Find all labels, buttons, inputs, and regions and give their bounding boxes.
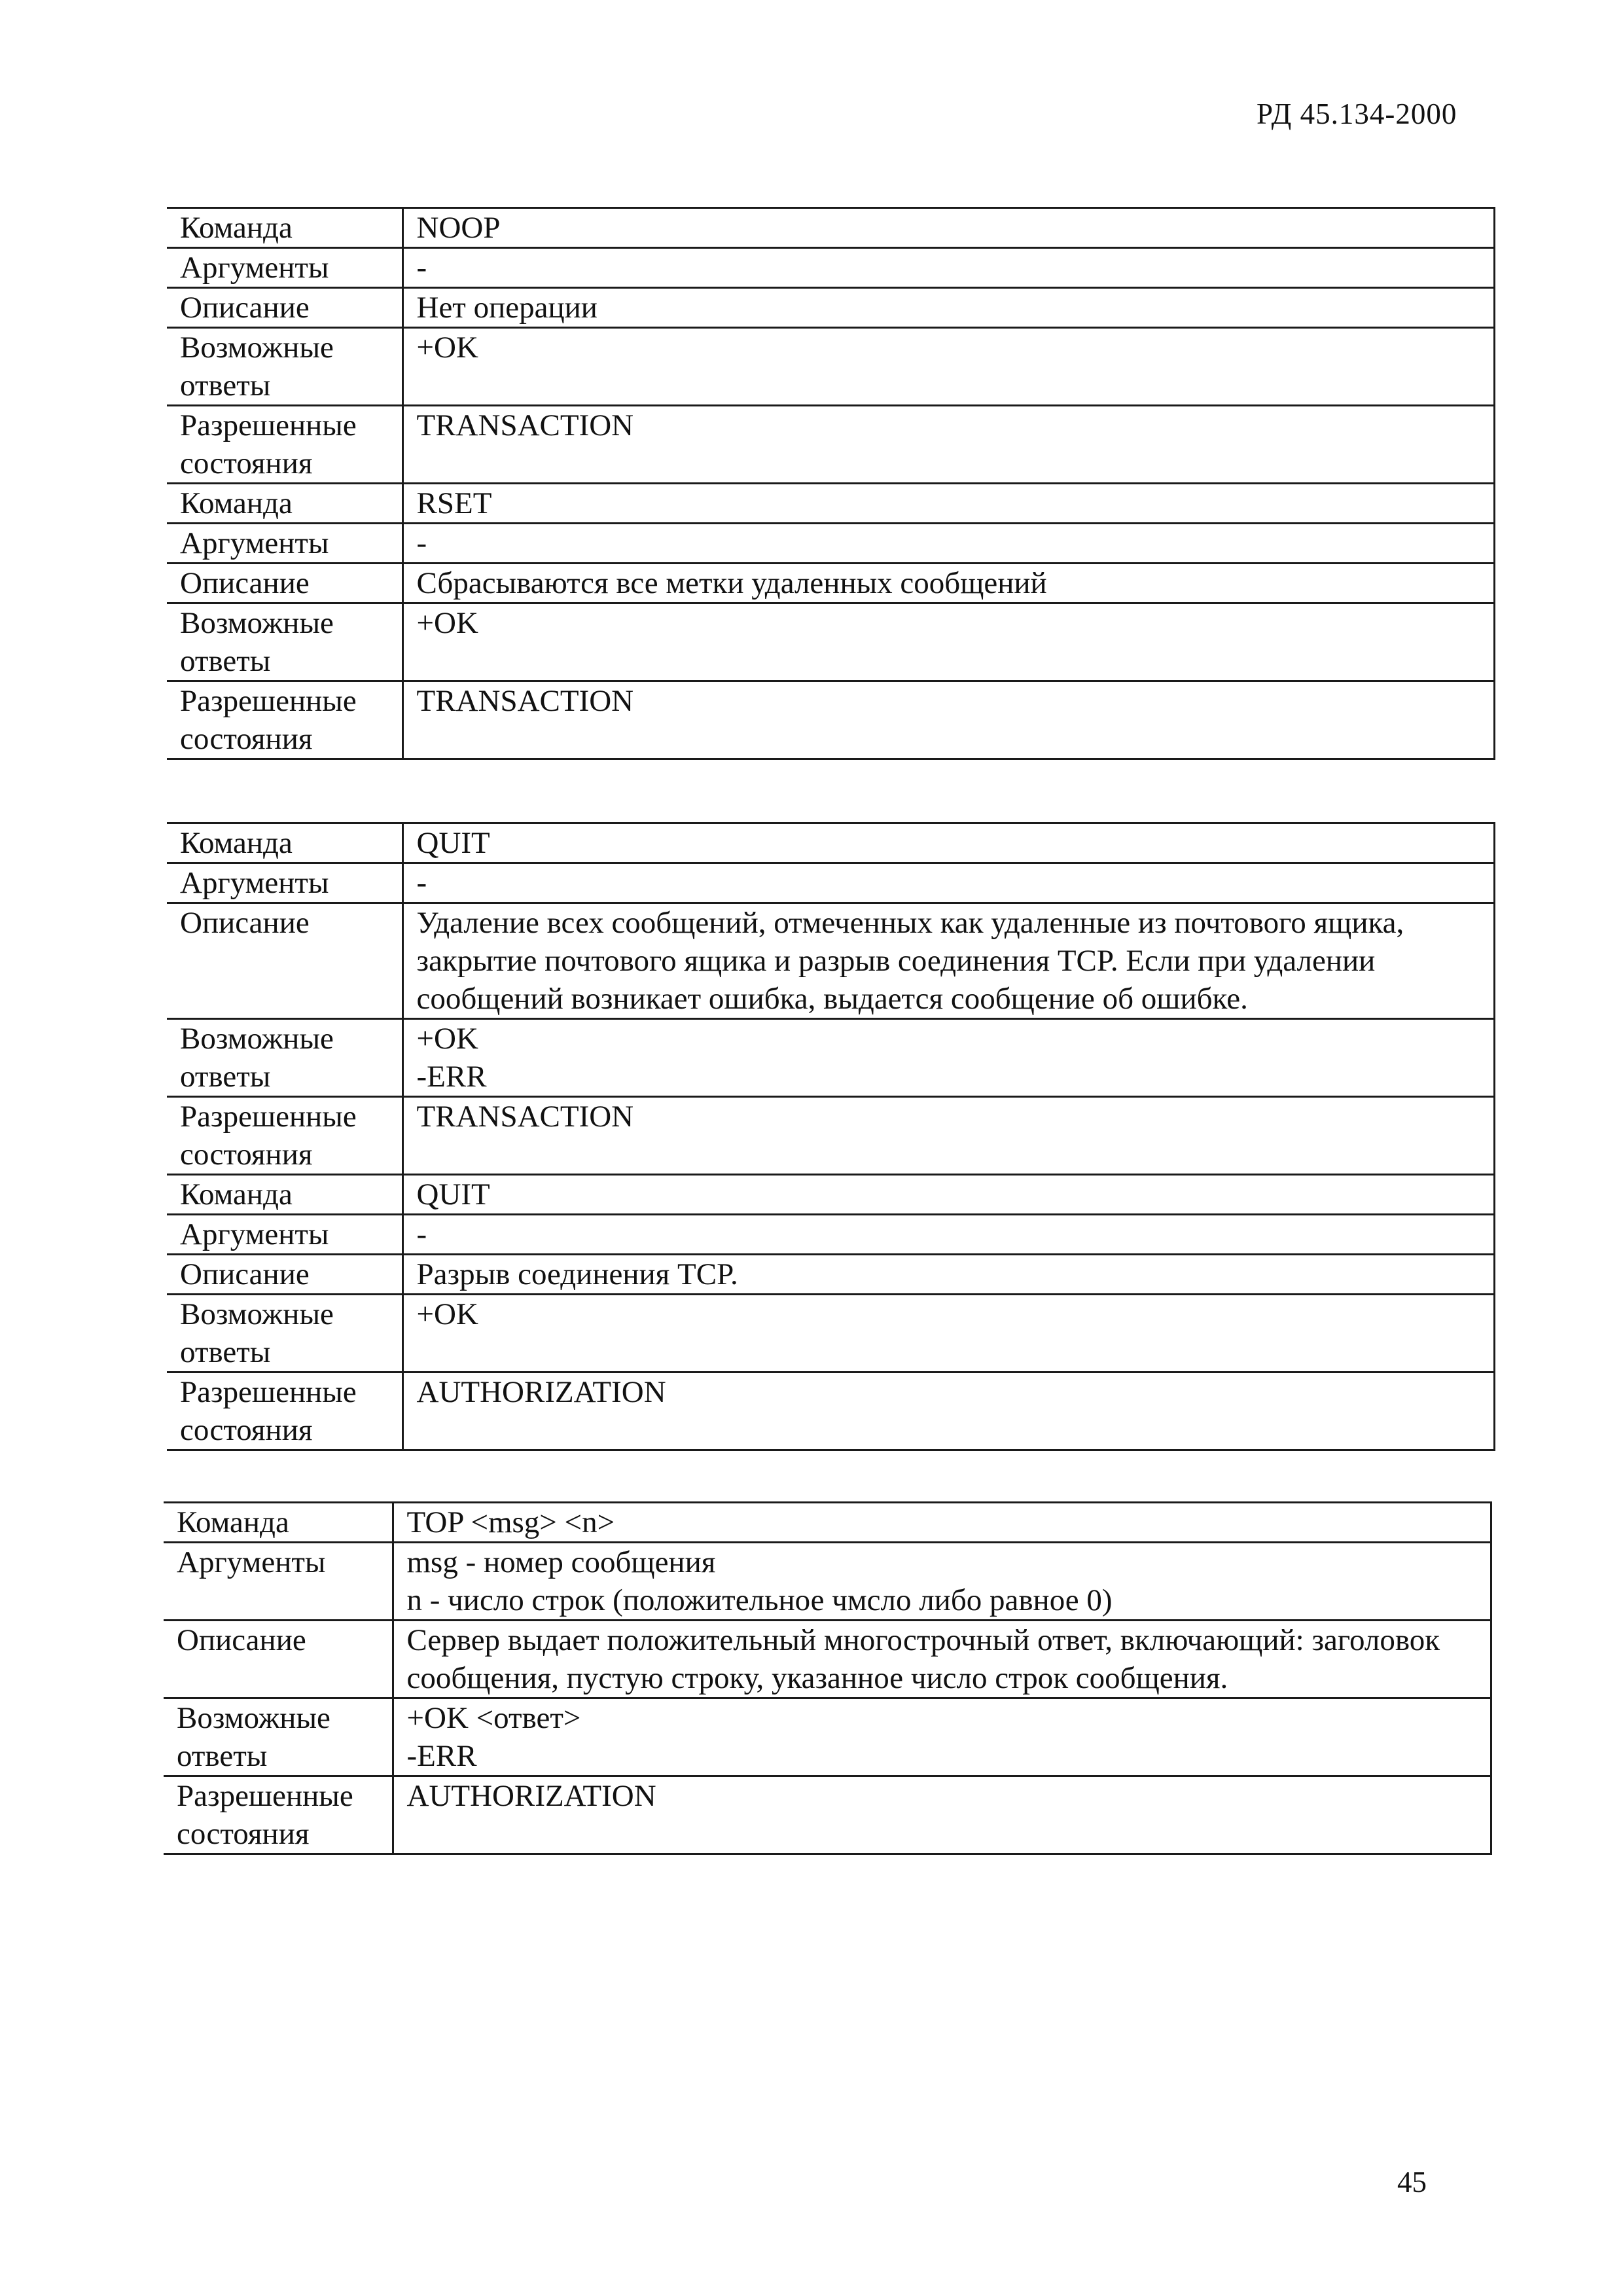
page-number: 45 xyxy=(1397,2166,1427,2198)
row-value: - xyxy=(402,863,1495,903)
row-label: Команда xyxy=(167,823,402,863)
row-label: Разрешенные состояния xyxy=(167,1097,402,1175)
table-row xyxy=(167,603,1495,681)
row-value: TOP <msg> <n> xyxy=(393,1503,1491,1543)
row-value: +OK xyxy=(402,328,1495,406)
row-label: Аргументы xyxy=(164,1543,393,1621)
row-label: Команда xyxy=(167,208,402,248)
row-label: Возможные ответы xyxy=(164,1698,393,1776)
row-value: - xyxy=(402,248,1495,288)
row-label: Команда xyxy=(164,1503,393,1543)
row-value: +OK <ответ> -ERR xyxy=(393,1698,1491,1776)
row-value: - xyxy=(402,1215,1495,1255)
table-row xyxy=(167,524,1495,564)
table-row xyxy=(167,823,1495,863)
row-value: TRANSACTION xyxy=(402,681,1495,759)
table-row xyxy=(167,1019,1495,1097)
row-label: Разрешенные состояния xyxy=(167,406,402,484)
row-label: Возможные ответы xyxy=(167,603,402,681)
table-row xyxy=(167,328,1495,406)
row-label: Разрешенные состояния xyxy=(167,1372,402,1450)
document-code: РД 45.134-2000 xyxy=(1257,98,1457,130)
row-value: QUIT xyxy=(402,1175,1495,1215)
row-value: +OK xyxy=(402,1295,1495,1372)
row-value: TRANSACTION xyxy=(402,406,1495,484)
table-row xyxy=(164,1543,1491,1621)
row-label: Аргументы xyxy=(167,1215,402,1255)
row-label: Описание xyxy=(167,288,402,328)
row-label: Описание xyxy=(167,1255,402,1295)
table-row xyxy=(167,208,1495,248)
table-row xyxy=(167,484,1495,524)
commands-table-quit xyxy=(167,822,1495,1451)
row-label: Команда xyxy=(167,1175,402,1215)
table-row xyxy=(164,1776,1491,1854)
table-row xyxy=(164,1503,1491,1543)
row-label: Возможные ответы xyxy=(167,1295,402,1372)
table-row xyxy=(167,903,1495,1019)
row-label: Возможные ответы xyxy=(167,1019,402,1097)
table-row xyxy=(167,1255,1495,1295)
commands-table-noop-rset xyxy=(167,207,1495,760)
row-label: Аргументы xyxy=(167,524,402,564)
row-value: +OK xyxy=(402,603,1495,681)
row-value: - xyxy=(402,524,1495,564)
table-row xyxy=(167,681,1495,759)
table-row xyxy=(167,1372,1495,1450)
row-label: Описание xyxy=(167,564,402,603)
row-value: Сбрасываются все метки удаленных сообщений xyxy=(402,564,1495,603)
row-value: Нет операции xyxy=(402,288,1495,328)
table-row xyxy=(167,248,1495,288)
row-label: Разрешенные состояния xyxy=(164,1776,393,1854)
row-label: Разрешенные состояния xyxy=(167,681,402,759)
table-row xyxy=(167,1295,1495,1372)
row-label: Команда xyxy=(167,484,402,524)
table-row xyxy=(167,1215,1495,1255)
row-value: AUTHORIZATION xyxy=(402,1372,1495,1450)
row-value: QUIT xyxy=(402,823,1495,863)
row-value: TRANSACTION xyxy=(402,1097,1495,1175)
commands-table-top xyxy=(164,1501,1492,1855)
row-value: RSET xyxy=(402,484,1495,524)
row-value: +OK -ERR xyxy=(402,1019,1495,1097)
table-row xyxy=(164,1621,1491,1698)
row-value: Разрыв соединения TCP. xyxy=(402,1255,1495,1295)
row-label: Описание xyxy=(164,1621,393,1698)
row-label: Аргументы xyxy=(167,863,402,903)
table-row xyxy=(167,406,1495,484)
row-label: Аргументы xyxy=(167,248,402,288)
row-label: Возможные ответы xyxy=(167,328,402,406)
row-value: NOOP xyxy=(402,208,1495,248)
table-row xyxy=(167,564,1495,603)
table-row xyxy=(167,863,1495,903)
row-value: Сервер выдает положительный многострочный ответ, включающий: заголовок сообщения, пустую строку, указанное число строк сообщения. xyxy=(393,1621,1491,1698)
row-value: msg - номер сообщения n - число строк (положительное чмсло либо равное 0) xyxy=(393,1543,1491,1621)
row-label: Описание xyxy=(167,903,402,1019)
row-value: AUTHORIZATION xyxy=(393,1776,1491,1854)
table-row xyxy=(167,1175,1495,1215)
row-value: Удаление всех сообщений, отмеченных как удаленные из почтового ящика, закрытие почтового ящика и разрыв соединения TCP. Если при удалении сообщений возникает ошибка, выдается сообщение об ошибке. xyxy=(402,903,1495,1019)
table-row xyxy=(167,1097,1495,1175)
table-row xyxy=(167,288,1495,328)
table-row xyxy=(164,1698,1491,1776)
